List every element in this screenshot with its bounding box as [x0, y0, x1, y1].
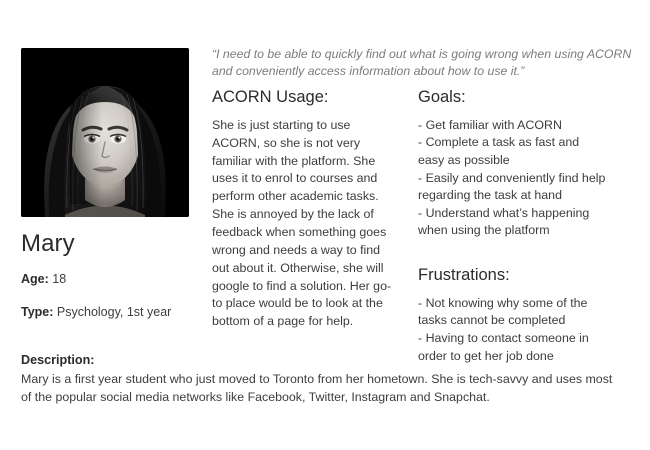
list-item: - Complete a task as fast and easy as possible: [418, 135, 580, 168]
goals-frustrations-column: [418, 88, 608, 365]
description-heading: Description:: [21, 353, 95, 367]
frustrations-section: [418, 266, 608, 365]
list-item: - Get familiar with ACORN: [418, 117, 562, 132]
goals-list: [418, 117, 608, 240]
type-value: Psychology, 1st year: [56, 305, 172, 320]
acorn-usage-section: [212, 88, 392, 331]
age-value: 18: [52, 272, 67, 287]
list-item: - Understand what’s happening when using the platform: [418, 205, 590, 238]
type-label: Type:: [21, 305, 54, 320]
acorn-usage-text: She is just starting to use ACORN, so she is not very familiar with the platform. She uses it to enrol to courses and perform other academic tasks. She is annoyed by the lack of feedback when something goes wrong and needs a way to find out about it. Otherwise, she will google to find a solution. Her go-to place would be to look at the bottom of a page for help.: [212, 117, 392, 329]
persona-age: [21, 271, 201, 288]
description-section: [21, 352, 621, 407]
frustrations-heading: Frustrations:: [418, 266, 510, 285]
description-text: Mary is a first year student who just moved to Toronto from her hometown. She is tech-savvy and uses most of the popular social media networks like Facebook, Twitter, Instagram and Snapchat.: [21, 372, 613, 404]
list-item: - Having to contact someone in order to get her job done: [418, 331, 589, 363]
persona-type: [21, 304, 201, 321]
portrait-photo-icon: [21, 48, 189, 217]
goals-heading: Goals:: [418, 88, 466, 106]
persona-photo: [21, 48, 189, 217]
age-label: Age:: [21, 272, 49, 287]
persona-name: Mary: [21, 230, 75, 257]
acorn-usage-heading: ACORN Usage:: [212, 88, 329, 106]
list-item: - Easily and conveniently find help regarding the task at hand: [418, 170, 606, 203]
persona-quote: “I need to be able to quickly find out what is going wrong when using ACORN and conveniently access information about how to use it.”: [212, 47, 632, 79]
persona-identity-column: [21, 48, 201, 321]
list-item: - Not knowing why some of the tasks cannot be completed: [418, 295, 588, 328]
goals-section: [418, 88, 608, 240]
